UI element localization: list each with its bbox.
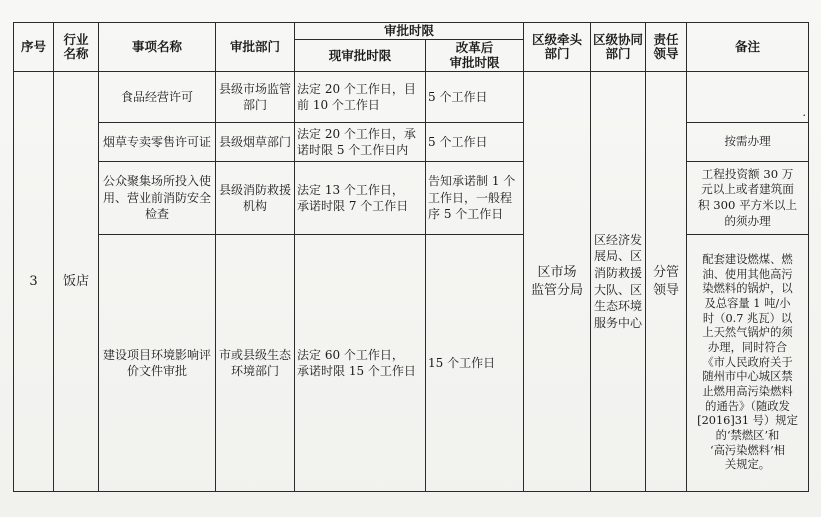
item-remark: 配套建设燃煤、燃 油、使用其他高污 染燃料的锅炉，以 及总容量 1 吨/小 时（0.7 兆瓦）以 上天然气锅炉的须 办理，同时符合 《市人民政府关于 随州市中心城区禁 止燃用高污染燃料 的通告》（随政发 [2016]31 号）规定 的‘禁燃区’和 ‘高污染燃料’相 关规定。	[687, 235, 809, 492]
item-remark: 按需办理	[687, 123, 809, 162]
item-name: 建设项目环境影响评 价文件审批	[99, 235, 216, 492]
group-lead-dept: 区市场 监管分局	[524, 72, 591, 492]
item-name: 烟草专卖零售许可证	[99, 123, 216, 162]
item-current-time: 法定 20 个工作日，承 诺时限 5 个工作日内	[295, 123, 426, 162]
table-row	[14, 123, 809, 162]
approval-table	[13, 22, 809, 492]
header-row-1	[14, 23, 809, 40]
table-row	[14, 162, 809, 235]
group-industry: 饭店	[54, 72, 99, 492]
item-remark: 工程投资额 30 万 元以上或者建筑面 积 300 平方米以上 的须办理	[687, 162, 809, 235]
item-name: 食品经营许可	[99, 72, 216, 123]
group-coop-dept: 区经济发 展局、区 消防救援 大队、区 生态环境 服务中心	[591, 72, 646, 492]
header-remark: 备注	[687, 23, 809, 72]
item-dept: 县级烟草部门	[216, 123, 295, 162]
header-reformed-time: 改革后 审批时限	[426, 40, 524, 72]
item-remark: .	[687, 72, 809, 123]
table-row	[14, 235, 809, 492]
header-leader: 责任 领导	[646, 23, 687, 72]
item-current-time: 法定 20 个工作日，目 前 10 个工作日	[295, 72, 426, 123]
item-reformed-time: 5 个工作日	[426, 72, 524, 123]
header-time-group: 审批时限	[295, 23, 524, 40]
header-item-name: 事项名称	[99, 23, 216, 72]
group-leader: 分管 领导	[646, 72, 687, 492]
item-dept: 县级市场监管 部门	[216, 72, 295, 123]
item-dept: 县级消防救援 机构	[216, 162, 295, 235]
header-lead-dept: 区级牵头 部门	[524, 23, 591, 72]
item-reformed-time: 15 个工作日	[426, 235, 524, 492]
header-coop-dept: 区级协同 部门	[591, 23, 646, 72]
header-seq: 序号	[14, 23, 54, 72]
header-dept: 审批部门	[216, 23, 295, 72]
item-reformed-time: 告知承诺制 1 个 工作日，一般程 序 5 个工作日	[426, 162, 524, 235]
item-name: 公众聚集场所投入使 用、营业前消防安全 检查	[99, 162, 216, 235]
item-current-time: 法定 13 个工作日， 承诺时限 7 个工作日	[295, 162, 426, 235]
item-reformed-time: 5 个工作日	[426, 123, 524, 162]
table-row	[14, 72, 809, 123]
header-industry: 行业 名称	[54, 23, 99, 72]
group-seq: 3	[14, 72, 54, 492]
header-current-time: 现审批时限	[295, 40, 426, 72]
item-dept: 市或县级生态 环境部门	[216, 235, 295, 492]
item-current-time: 法定 60 个工作日， 承诺时限 15 个工作日	[295, 235, 426, 492]
